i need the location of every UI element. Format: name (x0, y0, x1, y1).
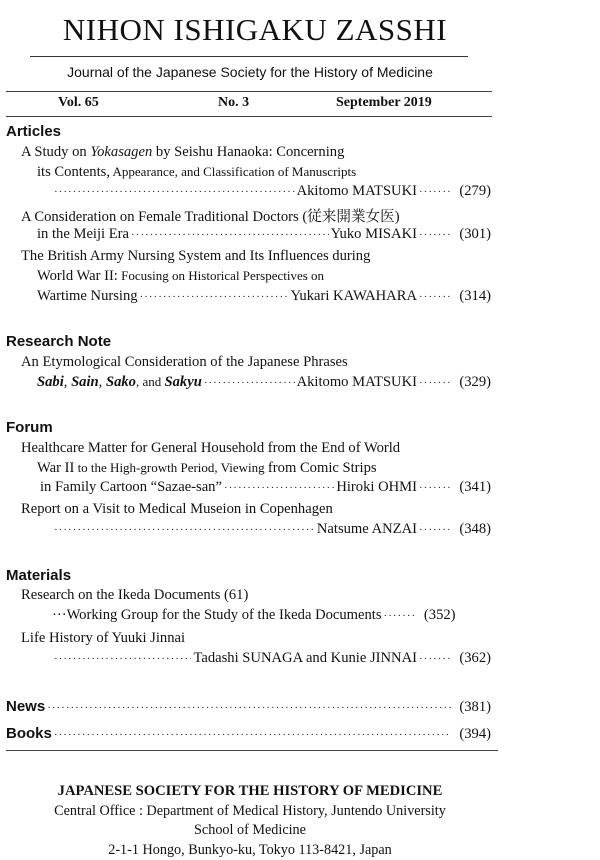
leader-dots (54, 186, 295, 198)
materials-1-entry[interactable] (52, 607, 491, 624)
forum-1-entry[interactable] (40, 479, 491, 496)
section-heading-materials: Materials (6, 567, 72, 584)
journal-title: NIHON ISHIGAKU ZASSHI (62, 12, 448, 47)
leader-dots (204, 377, 295, 389)
materials-1-title-line1: Research on the Ikeda Documents (61) (21, 587, 249, 603)
materials-2-entry[interactable] (52, 650, 491, 667)
society-name: JAPANESE SOCIETY FOR THE HISTORY OF MEDICINE (57, 783, 443, 799)
forum-2-page: (348) (459, 521, 491, 537)
leader-dots (54, 524, 315, 536)
address: 2-1-1 Hongo, Bunkyo-ku, Tokyo 113-8421, Japan (108, 842, 392, 858)
leader-dots (224, 482, 334, 494)
article-3-author: Yukari KAWAHARA (290, 288, 417, 304)
forum-2-author: Natsume ANZAI (316, 521, 417, 537)
forum-2-entry[interactable] (52, 521, 491, 538)
forum-1-author: Hiroki OHMI (336, 479, 417, 495)
section-heading-articles: Articles (6, 123, 62, 140)
article-1-author: Akitomo MATSUKI (296, 183, 417, 199)
forum-2-title-line1: Report on a Visit to Medical Museion in Copenhagen (21, 501, 333, 517)
section-heading-books: Books (6, 725, 52, 742)
leader-dots (419, 524, 451, 536)
books-entry[interactable] (6, 725, 491, 743)
article-3-title-line1: The British Army Nursing System and Its Influences during (21, 248, 371, 264)
materials-1-page: (352) (423, 607, 456, 623)
article-3-title-line3: Wartime Nursing (37, 288, 138, 304)
section-heading-research-note: Research Note (6, 333, 112, 350)
article-2-entry[interactable] (37, 226, 491, 243)
research-note-title-line1: An Etymological Consideration of the Japanese Phrases (21, 354, 348, 370)
section-heading-forum: Forum (6, 419, 53, 436)
title-divider (30, 56, 468, 57)
article-1-page: (279) (459, 183, 491, 199)
forum-1-title-line2: War II to the High-growth Period, Viewing from Comic Strips (37, 460, 377, 476)
article-2-author: Yuko MISAKI (330, 226, 417, 242)
section-heading-news: News (6, 698, 46, 715)
school-name: School of Medicine (194, 822, 306, 838)
materials-2-page: (362) (459, 650, 491, 666)
article-2-title-line2: in the Meiji Era (37, 226, 129, 242)
forum-1-title-line1: Healthcare Matter for General Household from the End of World (21, 440, 401, 456)
issue-date: September 2019 (336, 95, 432, 110)
article-2-page: (301) (459, 226, 491, 242)
news-entry[interactable] (6, 698, 491, 716)
leader-dots (47, 702, 451, 714)
leader-dots (419, 377, 451, 389)
article-1-title-line2: its Contents, Appearance, and Classification of Manuscripts (37, 164, 357, 180)
number-label: No. 3 (218, 95, 250, 110)
research-note-entry[interactable] (37, 374, 491, 391)
leader-dots (384, 610, 416, 622)
article-3-page: (314) (459, 288, 491, 304)
journal-subtitle: Journal of the Japanese Society for the History of Medicine (67, 64, 433, 80)
forum-1-page: (341) (459, 479, 491, 495)
volume-label: Vol. 65 (58, 95, 99, 110)
news-page: (381) (459, 699, 491, 715)
leader-dots (419, 653, 451, 665)
books-page: (394) (459, 726, 491, 742)
article-3-entry[interactable] (37, 288, 491, 305)
leader-dots (131, 229, 329, 241)
issue-rule-bottom (6, 116, 492, 117)
article-1-title-line1: A Study on Yokasagen by Seishu Hanaoka: Concerning (21, 144, 345, 160)
article-2-title-line1: A Consideration on Female Traditional Doctors (従来開業女医) (21, 209, 400, 225)
footer-divider (6, 750, 498, 751)
research-note-author: Akitomo MATSUKI (296, 374, 417, 390)
forum-1-title-line3: in Family Cartoon “Sazae-san” (40, 479, 222, 495)
central-office: Central Office : Department of Medical History, Juntendo University (54, 803, 446, 819)
leader-dots (419, 186, 451, 198)
leader-dots (419, 291, 451, 303)
leader-dots (419, 229, 451, 241)
article-3-title-line2: World War II: Focusing on Historical Perspectives on (37, 268, 325, 284)
leader-dots (140, 291, 289, 303)
issue-rule-top (6, 91, 492, 92)
materials-2-author: Tadashi SUNAGA and Kunie JINNAI (193, 650, 417, 666)
leader-dots (54, 729, 451, 741)
leader-dots (419, 482, 451, 494)
leader-dots (54, 653, 191, 665)
materials-1-author: ···Working Group for the Study of the Ikeda Documents (52, 607, 382, 623)
research-note-page: (329) (459, 374, 491, 390)
research-note-title-line2: Sabi, Sain, Sako, and Sakyu (37, 374, 202, 390)
materials-2-title-line1: Life History of Yuuki Jinnai (21, 630, 186, 646)
article-1-entry[interactable] (52, 183, 491, 200)
